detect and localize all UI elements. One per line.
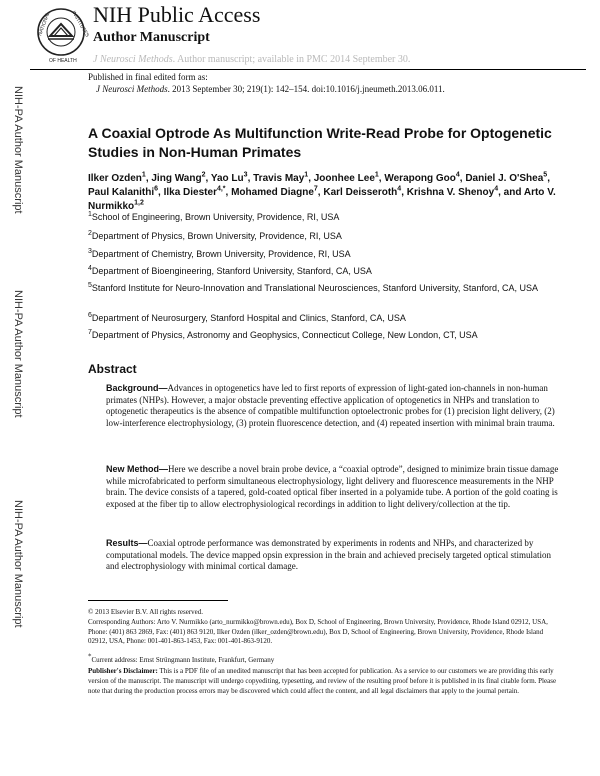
affiliation-text: School of Engineering, Brown University, Providence, RI, USA — [91, 212, 340, 222]
results-label: Results — [106, 538, 139, 548]
published-details: . 2013 September 30; 219(1): 142–154. doi:10.1016/j.jneumeth.2013.06.011. — [167, 84, 445, 94]
seal-text-left: NATIONAL — [37, 11, 52, 37]
author-sup: 5 — [543, 171, 548, 179]
abstract-new-method: New Method—Here we describe a novel brain probe device, a “coaxial optrode”, designed to minimize brain tissue damage while microfabricated to perform simultaneous electrophysiology, light delivery and fluorescence measurements in the NHP brain. The device consists of a tapered, gold-coated optical fiber inserted in a polyamide tube. A portion of the gold coating is exposed at the fiber tip to allow electrophysiological recordings in addition to light delivery/collection at the tip. — [106, 464, 559, 509]
affiliation-4 — [88, 264, 563, 278]
affiliation-3 — [88, 247, 563, 261]
affiliation-sup: 2 — [88, 230, 92, 237]
header-cite-journal: J Neurosci Methods — [93, 54, 173, 65]
author-name: Ilker Ozden — [88, 173, 142, 184]
author-sup: 6 — [154, 185, 159, 193]
author-name: Ilka Diester — [163, 187, 217, 198]
affiliation-sup: 5 — [88, 282, 92, 289]
published-citation — [96, 84, 445, 94]
author-sup: 7 — [313, 185, 318, 193]
seal-text-right: INSTITUTES — [70, 10, 91, 39]
author-name: Werapong Goo — [384, 173, 456, 184]
author-sup: 1 — [374, 171, 379, 179]
header-divider — [30, 69, 586, 70]
abstract-heading: Abstract — [88, 362, 137, 376]
current-address-text: Current address: Ernst Strüngmann Institute, Frankfurt, Germany — [91, 656, 275, 664]
published-label: Published in final edited form as: — [88, 72, 208, 82]
affiliation-text: Department of Chemistry, Brown University, Providence, RI, USA — [91, 249, 351, 259]
author-sup: 1 — [141, 171, 146, 179]
author-name: Joonhee Lee — [313, 173, 375, 184]
author-name: Jing Wang — [151, 173, 202, 184]
author-name: Krishna V. Shenoy — [406, 187, 495, 198]
author-sup: 4 — [455, 171, 460, 179]
method-text: Here we describe a novel brain probe device, a “coaxial optrode”, designed to minimize brain tissue damage while microfabricated to perform simultaneous electrophysiology, light delivery and fluorescence measurements in the NHP brain. The device consists of a tapered, gold-coated optical fiber inserted in a polyamide tube. A portion of the gold coating is exposed at the fiber tip to allow electrophysiological recordings in addition to light delivery/collection at the tip. — [106, 464, 559, 509]
copyright-note: © 2013 Elsevier B.V. All rights reserved. — [88, 608, 204, 616]
affiliation-sup: 4 — [88, 265, 92, 272]
author-sup: 1 — [304, 171, 309, 179]
author-name: Yao Lu — [210, 173, 244, 184]
author-name: Travis May — [253, 173, 305, 184]
method-label: New Method — [106, 464, 159, 474]
affiliation-text: Department of Physics, Brown University, Providence, RI, USA — [91, 231, 342, 241]
affiliation-sup: 3 — [88, 248, 92, 255]
publisher-disclaimer — [88, 666, 558, 696]
published-journal: J Neurosci Methods — [96, 84, 168, 94]
affiliation-1 — [88, 210, 563, 224]
affiliation-text: Department of Neurosurgery, Stanford Hospital and Clinics, Stanford, CA, USA — [91, 313, 406, 323]
footnote-divider — [88, 600, 228, 601]
disclaimer-label: Publisher's Disclaimer: — [88, 667, 158, 675]
affiliation-text: Department of Physics, Astronomy and Geophysics, Connecticut College, New London, CT, USA — [91, 330, 478, 340]
seal-text-bottom: OF HEALTH — [49, 58, 77, 64]
author-and: and — [503, 187, 522, 198]
corresponding-authors-note: Corresponding Authors: Arto V. Nurmikko (arto_nurmikko@brown.edu), Box D, School of Engineering, Brown University, Providence, Rhode Island 02912, USA, Phone: (401) 863 2869, Fax: (401) 863 9120, Ilker Ozden (ilker_ozden@brown.edu), Box D, School of Engineering, Brown University, Providence, Rhode Island 02912, USA, Phone: 001-401-863-1453, Fax: 001-401-863-9120. — [88, 618, 548, 645]
author-sup: 4 — [397, 185, 402, 193]
abstract-results: Results—Coaxial optrode performance was demonstrated by experiments in rodents and NHPs, and characterized by computational models. The device mapped opsin expression in the brain and achieved precisely targeted optical stimulation and electrophysiology with minimal cortical damage. — [106, 538, 552, 572]
affiliation-text: Stanford Institute for Neuro-Innovation and Translational Neurosciences, Stanford University, Stanford, CA, USA — [91, 283, 538, 293]
side-label-middle: NIH-PA Author Manuscript — [12, 290, 24, 418]
affiliation-2 — [88, 229, 563, 243]
affiliation-sup: 6 — [88, 312, 92, 319]
affiliation-7 — [88, 328, 563, 342]
affiliation-5 — [88, 281, 563, 295]
current-address-note — [88, 652, 558, 666]
author-name: Arto V. Nurmikko — [88, 187, 556, 212]
author-name: Karl Deisseroth — [323, 187, 398, 198]
author-list: Ilker Ozden$^1$, Jing Wang$^2$, Yao Lu$^3$, Travis May$^1$, Joonhee Lee$^1$, Werapong Goo$^4$, Daniel J. O'Shea$^5$, Paul Kalanithi$^6$, Ilka Diester$^{4,*}$, Mohamed Diagne$^7$, Karl Deisseroth$^4$, Krishna V. Shenoy$^4$, and Arto V. Nurmikko$^{1,2}$ — [88, 171, 556, 212]
author-sup: 4 — [494, 185, 499, 193]
author-sup: 1,2 — [134, 199, 144, 207]
affiliation-text: Department of Bioengineering, Stanford University, Stanford, CA, USA — [91, 266, 372, 276]
author-sup: 2 — [201, 171, 206, 179]
author-name: Mohamed Diagne — [231, 187, 314, 198]
affiliation-sup: 1 — [88, 211, 92, 218]
author-name: Daniel J. O'Shea — [465, 173, 544, 184]
abstract-background: Background—Advances in optogenetics have led to first reports of expression of light-gated ion-channels in non-human primates (NHPs). However, a major obstacle preventing effective application of optogenetics in NHPs and translation to optogenetic therapeutics is the absence of compatible multifunction optoelectronic probes for (1) precision light delivery, (2) low-interference electrophysiology, (3) protein fluorescence detection, and (4) repeated insertion with minimal brain trauma. — [106, 383, 555, 428]
side-label-bottom: NIH-PA Author Manuscript — [12, 500, 24, 628]
affiliation-sup: 7 — [88, 329, 92, 336]
header-subtitle: Author Manuscript — [93, 30, 210, 45]
author-name: Paul Kalanithi — [88, 187, 155, 198]
background-label: Background — [106, 383, 159, 393]
affiliation-6 — [88, 311, 563, 325]
disclaimer-text: This is a PDF file of an unedited manuscript that has been accepted for publication. As a service to our customers we are providing this early version of the manuscript. The manuscript will undergo copyediting, typesetting, and review of the resulting proof before it is published in its final citable form. Please note that during the production process errors may be discovered which could affect the content, and all legal disclaimers that apply to the journal pertain. — [88, 667, 557, 695]
header-title: NIH Public Access — [93, 2, 261, 27]
header-cite-rest: . Author manuscript; available in PMC 2014 September 30. — [172, 54, 411, 65]
author-sup: 4,* — [216, 185, 226, 193]
article-title: A Coaxial Optrode As Multifunction Write-Read Probe for Optogenetic Studies in Non-Human Primates — [88, 125, 552, 160]
author-sup: 3 — [243, 171, 248, 179]
background-text: Advances in optogenetics have led to first reports of expression of light-gated ion-channels in non-human primates (NHPs). However, a major obstacle preventing effective application of optogenetics in NHPs and translation to optogenetic therapeutics is the absence of compatible multifunction optoelectronic probes for (1) precision light delivery, (2) low-interference electrophysiology, (3) protein fluorescence detection, and (4) repeated insertion with minimal brain trauma. — [106, 383, 555, 428]
side-label-top: NIH-PA Author Manuscript — [12, 86, 24, 214]
results-text: Coaxial optrode performance was demonstrated by experiments in rodents and NHPs, and characterized by computational models. The device mapped opsin expression in the brain and achieved precisely targeted optical stimulation and electrophysiology with minimal cortical damage. — [106, 538, 552, 572]
current-address-sup: * — [88, 652, 92, 661]
nih-seal-logo — [36, 2, 91, 74]
header-citation — [93, 54, 410, 65]
